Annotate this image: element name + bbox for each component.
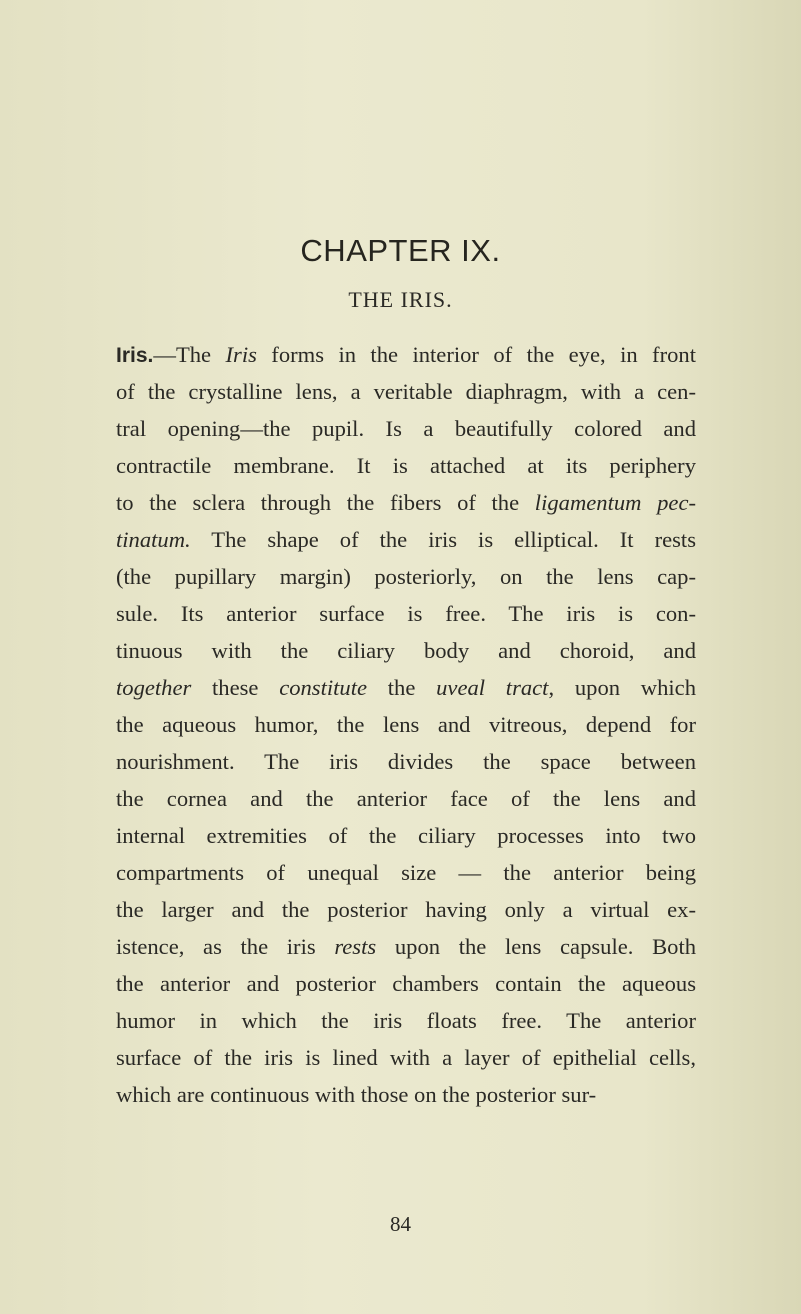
italic-text: ligamentum pec- xyxy=(534,490,697,515)
text-line xyxy=(116,965,696,1002)
text-run: upon the lens capsule. Both xyxy=(376,934,697,959)
lead-term: Iris. xyxy=(116,344,154,367)
text-run: these xyxy=(191,675,280,700)
text-run: (the pupillary margin) posteriorly, on the lens cap- xyxy=(116,564,696,589)
text-line xyxy=(116,854,696,891)
text-line xyxy=(116,669,696,706)
text-line xyxy=(116,928,696,965)
text-run: the larger and the posterior having only a virtual ex- xyxy=(116,897,696,922)
text-run: sule. Its anterior surface is free. The iris is con- xyxy=(116,601,696,626)
text-line xyxy=(116,1039,696,1076)
text-run: the cornea and the anterior face of the lens and xyxy=(116,786,696,811)
text-line xyxy=(116,1076,696,1113)
text-run: the anterior and posterior chambers contain the aqueous xyxy=(116,971,696,996)
text-line xyxy=(116,780,696,817)
text-line xyxy=(116,336,696,373)
text-line xyxy=(116,1002,696,1039)
text-run: surface of the iris is lined with a layer of epithelial cells, xyxy=(116,1045,696,1070)
text-run: humor in which the iris floats free. The anterior xyxy=(116,1008,696,1033)
text-line xyxy=(116,558,696,595)
text-run: which are continuous with those on the posterior sur- xyxy=(116,1082,597,1107)
italic-text: uveal tract xyxy=(436,675,549,700)
chapter-heading: CHAPTER IX. xyxy=(300,233,501,268)
italic-text: together xyxy=(116,675,192,700)
chapter-title: THE IRIS. xyxy=(348,287,453,312)
text-line xyxy=(116,484,696,521)
italic-text: tinatum. xyxy=(116,527,191,552)
page-number: 84 xyxy=(390,1212,411,1236)
text-run: istence, as the iris xyxy=(116,934,335,959)
body-paragraph xyxy=(116,336,696,1113)
text-line xyxy=(116,706,696,743)
text-run: tral opening—the pupil. Is a beautifully colored and xyxy=(116,416,696,441)
text-run: tinuous with the ciliary body and choroid, and xyxy=(116,638,696,663)
text-run: , upon which xyxy=(548,675,696,700)
italic-text: Iris xyxy=(225,342,257,367)
text-line xyxy=(116,817,696,854)
italic-text: constitute xyxy=(279,675,368,700)
text-run: The shape of the iris is elliptical. It rests xyxy=(190,527,696,552)
text-run: the xyxy=(367,675,437,700)
text-run: of the crystalline lens, a veritable diaphragm, with a cen- xyxy=(116,379,696,404)
italic-text: rests xyxy=(334,934,377,959)
text-run: to the sclera through the fibers of the xyxy=(116,490,535,515)
text-run: nourishment. The iris divides the space between xyxy=(116,749,696,774)
text-run: internal extremities of the ciliary processes into two xyxy=(116,823,696,848)
text-run: forms in the interior of the eye, in front xyxy=(256,342,696,367)
text-line xyxy=(116,521,696,558)
text-line xyxy=(116,632,696,669)
text-run: —The xyxy=(153,342,226,367)
text-line xyxy=(116,373,696,410)
text-line xyxy=(116,743,696,780)
text-line xyxy=(116,595,696,632)
text-line xyxy=(116,410,696,447)
text-line xyxy=(116,447,696,484)
text-run: compartments of unequal size — the anterior being xyxy=(116,860,696,885)
text-run: the aqueous humor, the lens and vitreous, depend for xyxy=(116,712,696,737)
text-line xyxy=(116,891,696,928)
text-run: contractile membrane. It is attached at its periphery xyxy=(116,453,696,478)
